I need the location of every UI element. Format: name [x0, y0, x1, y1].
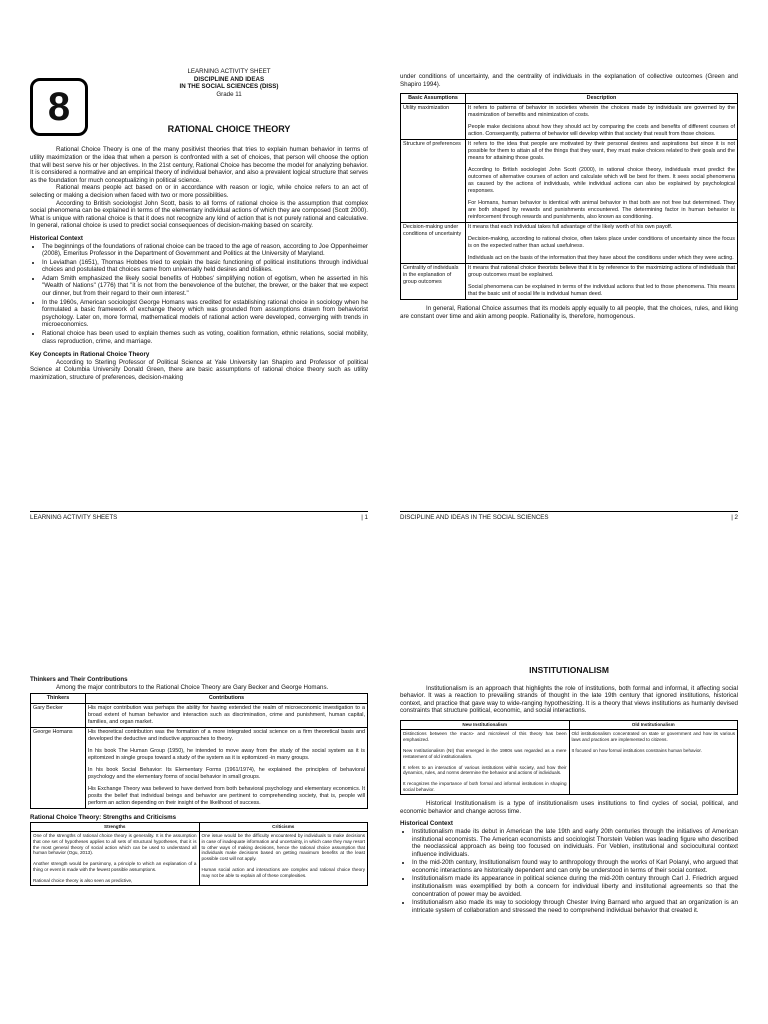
page-2	[400, 73, 738, 320]
historical-institutionalism: Historical Institutionalism is a type of institutionalism uses institutions to find cycles of social, political, and economic behavior and change across time.	[400, 800, 738, 815]
assumption-name: Decision-making under conditions of uncertainty	[401, 223, 466, 264]
criticism-text: Human social action and interactions are complex and rational choice theory may not be able to explain all of these complexities.	[201, 867, 365, 879]
assumptions-table	[400, 93, 738, 300]
strength-text: Rational choice theory is also seen as predictive,	[33, 878, 133, 884]
assumption-name: Centrality of individuals in the explanation of group outcomes	[401, 264, 466, 300]
list-item: • Adam Smith emphasized the likely social benefits of Hobbes' simplifying notion of egotism, when he asserted in his "Wealth of Nations" (1776) that "it is not from the benevolence of the butcher, the brewer, or the baker that we expect our dinner, but from their regard to their own interest."	[42, 275, 368, 298]
page-number: | 2	[731, 514, 738, 521]
description-text: People make decisions about how they should act by comparing the costs and benefits of different courses of action. Consequently, patterns of behavior will develop within that society that result from those choices.	[468, 124, 735, 138]
contribution-text: His Exchange Theory was believed to have derived from both behavioral psychology and elementary economics. It posits the belief that individual beings and behavior are pertinent to comprehending society, that is, people will perform an action depending on their insight of the likelihood of success.	[88, 786, 365, 807]
rational-definition: Rational means people act based on or in accordance with reason or logic, while choice refers to an act of selecting or making a decision when faced with two or more possibilities.	[30, 184, 368, 199]
table-row	[401, 264, 738, 300]
closing-paragraph: In general, Rational Choice assumes that its models apply equally to all people, that the choices, rules, and liking are constant over time and akin among people. Rationality is, therefore, homogenous.	[400, 305, 738, 320]
list-item: • In the mid-20th century, Institutionalism found way to anthropology through the works of Karl Polanyi, who argued that economic interactions are historically dependent and can only be understood in terms of their social context.	[412, 859, 738, 874]
contribution-text: In his book Social Behavior: Its Elementary Forms (1961/1974), he explained the principles of behavioral psychology and the elementary forms of social behavior in small groups.	[88, 767, 365, 781]
table-row	[31, 704, 368, 728]
footer-label: DISCIPLINE AND IDEAS IN THE SOCIAL SCIENCES	[400, 514, 549, 521]
assumption-name: Structure of preferences	[401, 140, 466, 223]
list-item: • In Leviathan (1651), Thomas Hobbes tried to explain the basic functioning of political institutions through individual choices and postulated that choices came from universally held desires and dislikes.	[42, 259, 368, 274]
new-institutionalism-text: New Institutionalism (NI) that emerged in the 1980s was regarded as a mere restatement of old institutionalism.	[403, 747, 567, 759]
column-header: Strengths	[31, 822, 200, 831]
criticism-text: One issue would be the difficulty encountered by individuals to make decisions in case of inadequate information and uncertainty, in which case they may resort to other ways of making decisions, hence the rational choice assumption that individuals make decisions based on getting maximum benefits at the least possible cost will not apply.	[201, 832, 365, 862]
column-header: Thinkers	[31, 694, 86, 704]
thinkers-intro: Among the major contributors to the Rational Choice Theory are Gary Becker and George Homans.	[56, 683, 329, 691]
table-row	[31, 831, 368, 885]
institutionalism-table	[400, 720, 738, 795]
description-text: It refers to patterns of behavior in societies wherein the choices made by individuals are governed by the maximization of benefits and minimization of costs.	[468, 105, 735, 119]
section-heading: Historical Context	[30, 234, 83, 242]
page-1	[30, 68, 368, 382]
assumption-name: Utility maximization	[401, 104, 466, 140]
column-header: Contributions	[86, 694, 368, 704]
section-heading: Thinkers and Their Contributions	[30, 676, 128, 683]
description-text: Social phenomena can be explained in terms of the individual actions that led to those phenomena. This means that the basic unit of social life is individual human deed.	[468, 284, 735, 298]
activity-number: 8	[47, 84, 71, 129]
list-item: • Institutionalism also made its way to sociology through Chester Irving Barnard who argued that an organization is an intricate system of collaboration and stressed the need to comprehend individual behavior that created it.	[412, 899, 738, 914]
description-text: According to British sociologist John Scott (2000), in rational choice theory, individuals must predict the outcomes of alternative courses of action and calculate which will be best for them. It sees social phenomena as caused by the actions of individuals, while individual actions can also be explained by psychological responses.	[468, 167, 735, 195]
page-4	[400, 667, 738, 915]
table-row	[401, 223, 738, 264]
description-text: For Homans, human behavior is identical with animal behavior in that both are not free but determined. They are both shaped by rewards and punishments encountered. The determining factor in human behavior is reinforcement through rewards and punishments, also known as conditioning.	[468, 200, 735, 221]
description-text: It refers to the idea that people are motivated by their personal desires and aspirations but since it is not possible for them to attain all of the things that they want, they must make choices related to their goals and the means for attaining those goals.	[468, 141, 735, 162]
description-text: It means that rational choice theorists believe that it is by reference to the maximizing actions of individuals that group outcomes must be explained.	[468, 265, 735, 279]
list-item: • Rational choice has been used to explain themes such as voting, coalition formation, ethnic relations, social mobility, class reproduction, crime, and marriage.	[42, 330, 368, 345]
contribution-text: In his book The Human Group (1950), he intended to move away from the study of the social system as it is epitomized in single groups toward a study of the system as it is epitomized -in many groups.	[88, 748, 365, 762]
list-item: • The beginnings of the foundations of rational choice can be traced to the age of reason, according to Joe Oppenheimer (2008), Emeritus Professor in the Department of Government and Politics at the University of Maryland.	[42, 243, 368, 258]
header-line-2: DISCIPLINE AND IDEAS	[193, 75, 265, 83]
description-text: Decision-making, according to rational choice, often takes place under conditions of uncertainty since the focus is on the expected rather than actual usefulness.	[468, 236, 735, 250]
new-institutionalism-text: Distinctions between the macro- and microlevel of this theory has been emphasized.	[403, 730, 567, 742]
new-institutionalism-text: It recognizes the importance of both formal and informal institutions in shaping social behavior.	[403, 781, 567, 793]
table-row	[401, 729, 738, 794]
table-row	[31, 728, 368, 809]
sheet-header	[90, 68, 368, 98]
intro-paragraph: Rational Choice Theory is one of the many positivist theories that tries to explain human behavior in terms of utility maximization or the idea that when a person is confronted with a set of choices, that person will choose the option that will best serve his or her objectives. In the 21st century, Rational Choice has become the model for analyzing behavior. It is considered a normative and an empirical theory of individual behavior, and also a prevalent logical structure that serves as the foundation for much conceptualizing in political science.	[30, 146, 368, 184]
list-item: • Institutionalism made its appearance in political science during the mid-20th century through Carl J. Friedrich argued institutionalism was exemplified by both a concern for individual liberty and institutional agreements so that the concentration of power may be avoided.	[412, 875, 738, 898]
section-heading: Key Concepts in Rational Choice Theory	[30, 351, 150, 359]
thinkers-table	[30, 693, 368, 809]
column-header: Basic Assumptions	[401, 94, 466, 104]
list-item: • Institutionalism made its debut in American the late 19th and early 20th centuries through the initiatives of American institutional economists. The American economists and sociologist Thorstein Veblen was leading figure who described the neoclassical approach as being too focused on individuals. For Veblen, institutional and sociocultural context influence individuals.	[412, 828, 738, 858]
table-row	[401, 104, 738, 140]
new-institutionalism-text: It refers to an interaction of various institutions within society, and how their dynamics, rules, and norms determine the behavior and actions of individuals.	[403, 764, 567, 776]
activity-number-badge	[30, 78, 88, 136]
history-list	[400, 828, 738, 915]
page-2-footer	[400, 511, 738, 522]
page-3	[30, 676, 368, 886]
institutionalism-intro: Institutionalism is an approach that highlights the role of institutions, both formal and informal, it affecting social behavior. It was a reaction to prevailing strands of thought in the late 19th century that ignored institutions, historical context, and practice that gave way to wide-ranging hypothesizing. It is a theory that views institutions as humanly devised constraints that structure political, economic, and social interactions.	[400, 684, 738, 715]
list-item: • In the 1960s, American sociologist George Homans was credited for establishing rational choice in sociology when he formulated a basic framework of exchange theory which was grounded from assumptions drawn from behaviorist psychology. Later on, more formal, mathematical models of rational action were developed, converging with trends in microeconomics.	[42, 299, 368, 329]
footer-label: LEARNING ACTIVITY SHEETS	[30, 514, 118, 521]
page-title: INSTITUTIONALISM	[529, 665, 609, 675]
strength-text: One of the strengths of rational choice theory is generality. It is the assumption that one set of hypotheses applies to all sets of structural hypotheses, that it is the most general theory of social action which can be used to understand all human behavior (Ogu, 2013).	[33, 832, 197, 856]
column-header: New Institutionalism	[401, 720, 570, 729]
column-header: Description	[466, 94, 738, 104]
column-header: Criticisms	[199, 822, 368, 831]
description-text: Individuals act on the basis of the information that they have about the conditions under which they were acting.	[468, 255, 734, 262]
old-institutionalism-text: Old institutionalism concentrated on state or government and how its various laws and practices are implemented to citizens.	[571, 730, 735, 742]
contribution-text: His major contribution was perhaps the ability for having extended the realm of microeconomic investigation to a broad extent of human behavior and interaction such as discrimination, crime and punishment, human capital, families, and organ market.	[86, 704, 368, 728]
section-heading: Rational Choice Theory: Strengths and Criticisms	[30, 814, 177, 822]
strengths-criticisms-table	[30, 822, 368, 886]
thinker-name: George Homans	[31, 728, 86, 809]
old-institutionalism-text: It focused on how formal institutions constrains human behavior.	[571, 747, 702, 753]
page-number: | 1	[361, 514, 368, 521]
thinker-name: Gary Becker	[31, 704, 86, 728]
strength-text: Another strength would be parsimony, a principle to which an explanation of a thing or event is made with the fewest possible assumptions.	[33, 861, 197, 873]
intro-continuation: under conditions of uncertainty, and the centrality of individuals in the explanation of collective outcomes (Green and Shapiro 1994).	[400, 73, 738, 88]
key-concepts-paragraph: According to Sterling Professor of Political Science at Yale University Ian Shapiro and Professor of political Science at Columbia University Donald Green, there are basic assumptions of rational choice theory such as utility maximization, structure of preferences, decision-making	[30, 358, 368, 381]
history-list	[30, 243, 368, 346]
page-1-footer	[30, 511, 368, 522]
header-line-3: IN THE SOCIAL SCIENCES (DISS)	[179, 83, 279, 91]
contribution-text: His theoretical contribution was the formation of a more integrated social science on a firm theoretical basis and developed the deductive and inductive approaches to theory.	[88, 729, 365, 743]
section-heading: Historical Context	[400, 820, 453, 828]
column-header: Old Institutionalism	[569, 720, 738, 729]
table-row	[401, 140, 738, 223]
header-line-1: LEARNING ACTIVITY SHEET	[187, 68, 271, 75]
page-title: RATIONAL CHOICE THEORY	[167, 124, 291, 135]
description-text: It means that each individual takes full advantage of the likely worth of his own payoff.	[468, 224, 673, 231]
grade-level: Grade 11	[216, 90, 242, 98]
scott-paragraph: According to British sociologist John Scott, basis to all forms of rational choice is the assumption that complex social phenomena can be explained in terms of the elementary individual actions of which they are composed (Scott 2000). What is unique with rational choice is that it does not recognize any kind of action that is not purely rational and calculative. In general, rational choice is used to predict social consequences of decision-making based on scarcity.	[30, 199, 368, 230]
